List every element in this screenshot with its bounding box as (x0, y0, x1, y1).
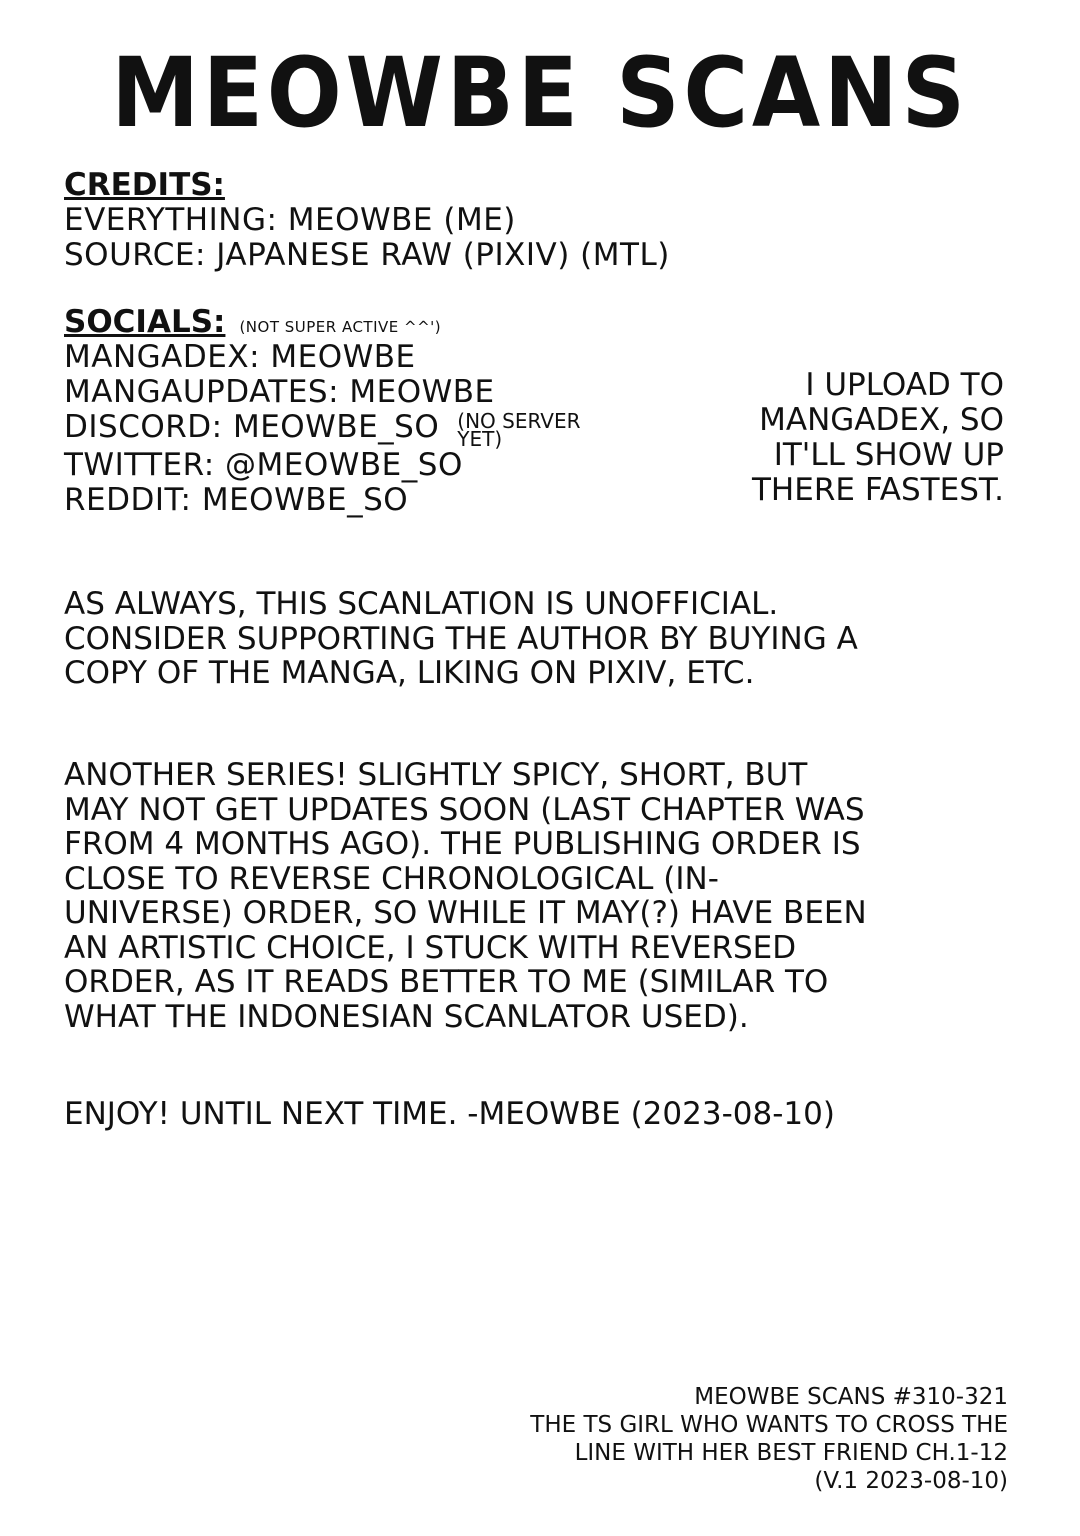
upload-note (752, 368, 1004, 508)
footer-line-version: (V.1 2023-08-10) (814, 1468, 1008, 1494)
credits-line-source: SOURCE: JAPANESE RAW (PIXIV) (MTL) (64, 237, 670, 273)
paragraph-line: CLOSE TO REVERSE CHRONOLOGICAL (IN- (64, 860, 719, 897)
credits-heading: CREDITS: (64, 167, 225, 203)
series-note-paragraph (64, 758, 867, 1034)
social-reddit: REDDIT: MEOWBE_SO (64, 482, 409, 518)
paragraph-line: COPY OF THE MANGA, LIKING ON PIXIV, ETC. (64, 655, 755, 691)
credits-line-everything: EVERYTHING: MEOWBE (ME) (64, 202, 516, 238)
paragraph-line: UNIVERSE) ORDER, SO WHILE IT MAY(?) HAVE BEEN (64, 895, 867, 931)
discord-note (457, 409, 581, 451)
socials-heading: SOCIALS: (64, 304, 226, 340)
social-discord: DISCORD: MEOWBE_SO (64, 409, 440, 445)
social-mangaupdates: MANGAUPDATES: MEOWBE (64, 374, 495, 410)
discord-note-line-2: YET) (457, 427, 503, 451)
upload-note-line: THERE FASTEST. (752, 472, 1004, 508)
credits-section (64, 168, 670, 273)
paragraph-line: ORDER, AS IT READS BETTER TO ME (SIMILAR TO (64, 964, 829, 1000)
signoff-line: ENJOY! UNTIL NEXT TIME. -MEOWBE (2023-08-10) (64, 1096, 835, 1132)
paragraph-line: ANOTHER SERIES! SLIGHTLY SPICY, SHORT, BUT (64, 757, 808, 793)
social-discord-row (64, 409, 581, 451)
discord-note-line-1: (NO SERVER (457, 409, 581, 433)
paragraph-line: AN ARTISTIC CHOICE, I STUCK WITH REVERSED (64, 929, 797, 966)
page-title: MEOWBE SCANS (111, 37, 969, 149)
paragraph-line: WHAT THE INDONESIAN SCANLATOR USED). (64, 998, 749, 1035)
paragraph-line: AS ALWAYS, THIS SCANLATION IS UNOFFICIAL. (64, 586, 779, 622)
paragraph-line: MAY NOT GET UPDATES SOON (LAST CHAPTER WAS (64, 791, 865, 828)
footer-line-title-1: THE TS GIRL WHO WANTS TO CROSS THE (530, 1412, 1008, 1438)
upload-note-line: IT'LL SHOW UP (773, 437, 1004, 473)
disclaimer-paragraph (64, 587, 858, 691)
signoff-paragraph (64, 1097, 835, 1132)
socials-section (64, 305, 580, 518)
paragraph-line: FROM 4 MONTHS AGO). THE PUBLISHING ORDER IS (64, 826, 861, 862)
socials-heading-row (64, 305, 580, 340)
paragraph-line: CONSIDER SUPPORTING THE AUTHOR BY BUYING A (64, 620, 858, 657)
footer-info (530, 1383, 1008, 1495)
socials-heading-note: (NOT SUPER ACTIVE ^^') (239, 318, 442, 336)
social-mangadex: MANGADEX: MEOWBE (64, 339, 416, 375)
upload-note-line: I UPLOAD TO (805, 367, 1004, 403)
social-twitter: TWITTER: @MEOWBE_SO (64, 447, 463, 483)
upload-note-line: MANGADEX, SO (759, 402, 1004, 438)
footer-line-title-2: LINE WITH HER BEST FRIEND CH.1-12 (574, 1440, 1008, 1466)
footer-line-scan-number: MEOWBE SCANS #310-321 (694, 1384, 1008, 1410)
